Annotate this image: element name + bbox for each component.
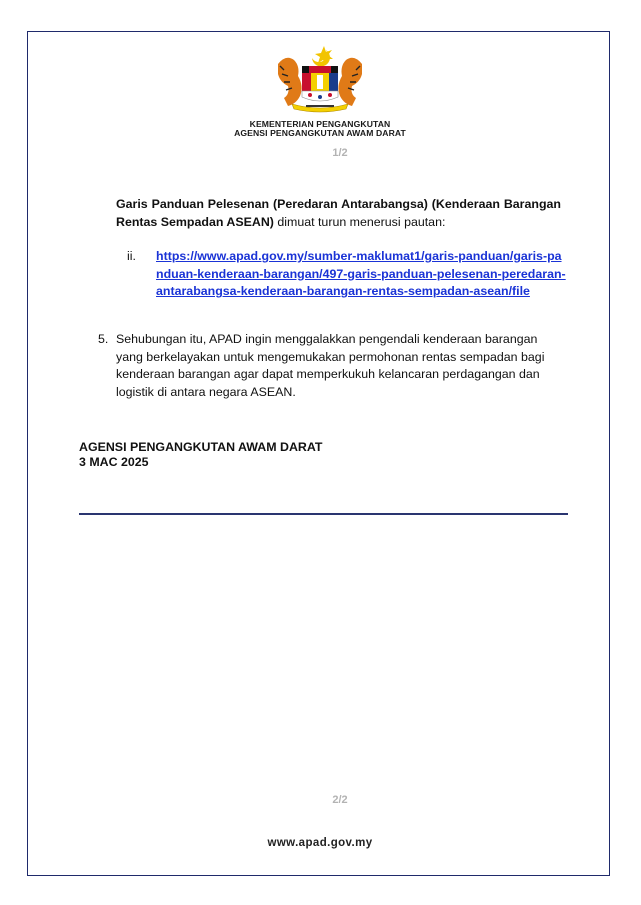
paragraph-number: 5. [98, 332, 109, 346]
paragraph-5: Sehubungan itu, APAD ingin menggalakkan pengendali kenderaan barangan yang berkelayakan untuk mengemukakan permohonan rentas sempadan bagi kenderaan barangan agar dapat memperkukuh kelancaran perdagangan dan logistik di antara negara ASEAN. [116, 332, 545, 399]
coat-of-arms-logo [272, 44, 368, 116]
intro-rest: dimuat turun menerusi pautan: [273, 214, 446, 229]
footer-website[interactable]: www.apad.gov.my [267, 837, 373, 849]
guideline-title: Garis Panduan Pelesenan (Peredaran Antarabangsa) (Kenderaan Barangan Rentas Sempadan ASEAN) [116, 197, 561, 229]
ministry-name: KEMENTERIAN PENGANGKUTAN [249, 119, 391, 129]
page-number: 1/2 [332, 147, 348, 159]
page-number: 2/2 [332, 794, 348, 806]
signature-date: 3 MAC 2025 [79, 455, 149, 469]
list-marker: ii. [127, 249, 136, 263]
agency-name: AGENSI PENGANGKUTAN AWAM DARAT [234, 128, 406, 138]
divider [79, 513, 568, 515]
intro-paragraph [116, 196, 561, 231]
guideline-download-link[interactable]: https://www.apad.gov.my/sumber-maklumat1/garis-panduan/garis-panduan-kenderaan-barangan/497-garis-panduan-pelesenan-peredaran-antarabangsa-kenderaan-barangan-rentas-sempadan-asean/file [156, 249, 566, 298]
signature-agency: AGENSI PENGANGKUTAN AWAM DARAT [79, 440, 323, 454]
